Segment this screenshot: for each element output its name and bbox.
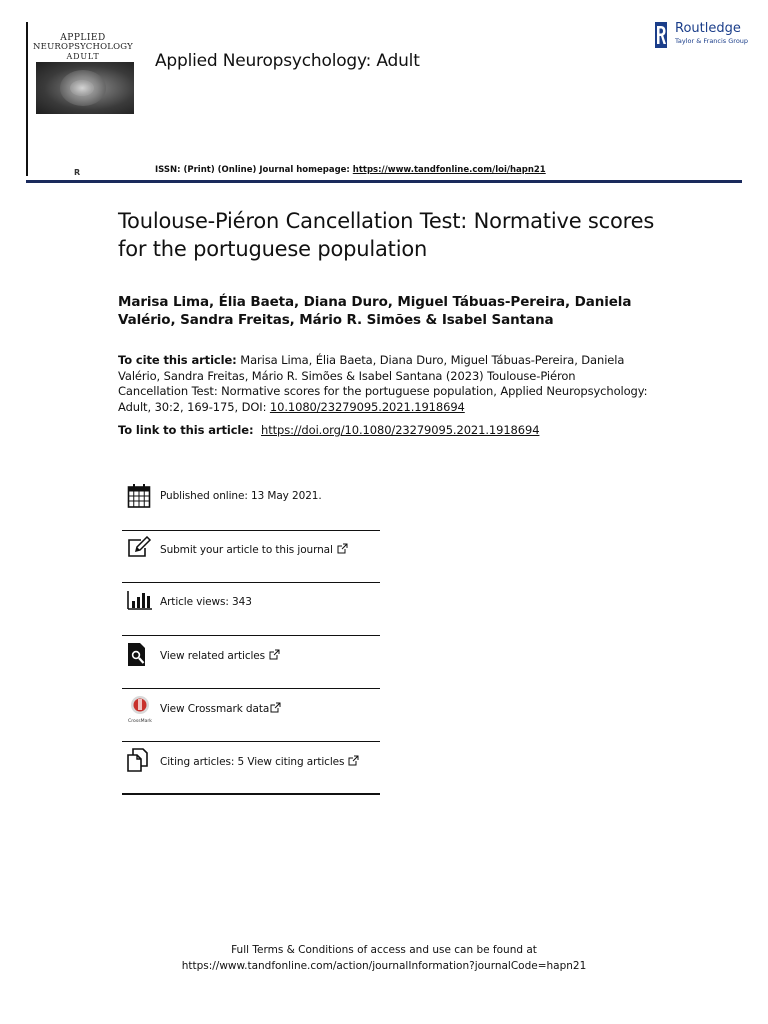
submit-article-text: Submit your article to this journal xyxy=(160,544,333,556)
published-text: Published online: 13 May 2021. xyxy=(160,490,322,502)
external-link-icon xyxy=(348,755,359,769)
divider xyxy=(122,530,380,531)
divider xyxy=(122,688,380,689)
journal-homepage-link[interactable]: https://www.tandfonline.com/loi/hapn21 xyxy=(352,165,546,175)
copy-documents-icon xyxy=(127,748,153,774)
search-document-icon xyxy=(127,642,153,668)
external-link-icon xyxy=(270,702,281,716)
citing-articles-link[interactable] xyxy=(160,755,359,769)
divider xyxy=(122,793,380,795)
crossmark-text: View Crossmark data xyxy=(160,703,270,715)
calendar-icon xyxy=(127,483,153,509)
publisher-logo[interactable] xyxy=(655,20,747,50)
external-link-icon xyxy=(269,649,280,663)
divider xyxy=(122,635,380,636)
article-views-text: Article views: 343 xyxy=(160,596,252,608)
cite-text: Marisa Lima, Élia Baeta, Diana Duro, Miguel Tábuas-Pereira, Daniela Valério, Sandra Freitas, Mário R. Simões & Isabel Santana (2023) Toulouse-Piéron Cancellation Test: Normative scores for the portuguese population, Applied Neuropsychology: Adult, 30:2, 169-175, DOI: xyxy=(118,353,648,414)
link-label: To link to this article: xyxy=(118,423,254,437)
cover-title-line2: NEUROPSYCHOLOGY xyxy=(33,42,133,52)
external-link-icon xyxy=(337,543,348,557)
citation-block xyxy=(118,353,648,415)
bar-chart-icon xyxy=(127,589,153,615)
crossmark-icon-label: CrossMark xyxy=(128,719,152,723)
doi-link[interactable]: 10.1080/23279095.2021.1918694 xyxy=(269,399,465,414)
footer-terms-text: Full Terms & Conditions of access and use can be found at xyxy=(231,944,537,956)
routledge-mark-icon xyxy=(655,22,667,48)
cite-label: To cite this article: xyxy=(118,353,237,367)
divider xyxy=(122,741,380,742)
article-link-line xyxy=(118,423,539,437)
published-row xyxy=(122,483,380,536)
related-articles-link[interactable] xyxy=(160,649,280,663)
issn-label: ISSN: (Print) (Online) Journal homepage: xyxy=(155,165,350,175)
cover-publisher-logo: R xyxy=(74,168,81,177)
cover-brain-image xyxy=(36,62,134,114)
header-divider xyxy=(26,180,742,183)
crossmark-link[interactable] xyxy=(160,702,281,716)
publisher-name: Routledge xyxy=(675,21,741,36)
divider xyxy=(122,582,380,583)
cover-title-line3: ADULT xyxy=(66,52,100,61)
publisher-group: Taylor & Francis Group xyxy=(675,37,749,45)
related-articles-text: View related articles xyxy=(160,650,266,662)
journal-cover xyxy=(26,22,140,176)
cover-title-line1: APPLIED xyxy=(60,33,106,43)
crossmark-icon xyxy=(127,695,153,721)
issn-line xyxy=(155,165,546,175)
article-doi-url-link[interactable]: https://doi.org/10.1080/23279095.2021.1918694 xyxy=(261,423,540,437)
journal-title: Applied Neuropsychology: Adult xyxy=(155,51,420,71)
footer xyxy=(0,942,768,974)
article-title: Toulouse-Piéron Cancellation Test: Normative scores for the portuguese population xyxy=(118,209,655,261)
article-authors: Marisa Lima, Élia Baeta, Diana Duro, Miguel Tábuas-Pereira, Daniela Valério, Sandra Freitas, Mário R. Simões & Isabel Santana xyxy=(118,294,632,328)
submit-article-link[interactable] xyxy=(160,543,348,557)
edit-icon xyxy=(127,536,153,562)
footer-terms-url[interactable]: https://www.tandfonline.com/action/journalInformation?journalCode=hapn21 xyxy=(181,960,587,972)
citing-articles-text: Citing articles: 5 View citing articles xyxy=(160,756,345,768)
